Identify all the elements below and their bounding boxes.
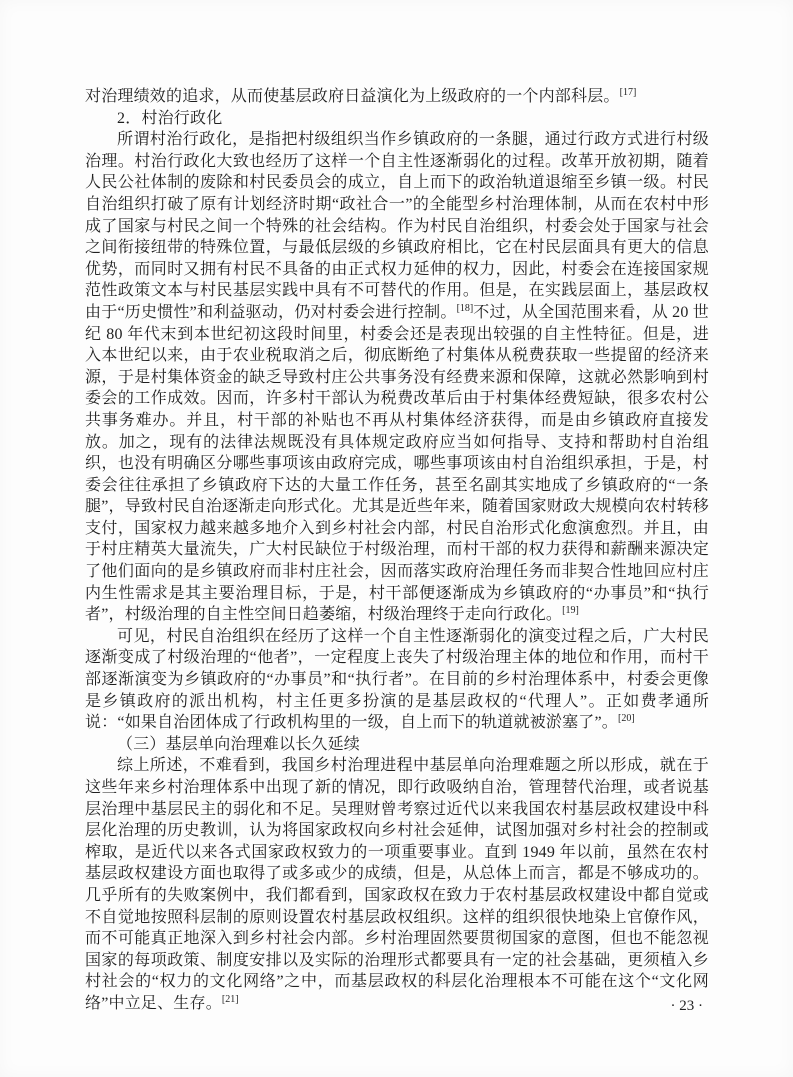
heading-village-governance-administratization	[85, 108, 709, 130]
footnote-ref: [18]	[456, 302, 474, 314]
paragraph-text: 2．村治行政化	[117, 109, 223, 127]
page-number: · 23 ·	[670, 998, 703, 1014]
paragraph-text: 可见，村民自治组织在经历了这样一个自主性逐渐弱化的演变过程之后，广大村民逐渐变成了村级治理的“他者”，一定程度上丧失了村级治理主体的地位和作用，而村干部逐渐演变为乡镇政府的“办事员”和“执行者”。在目前的乡村治理体系中，村委会更像是乡镇政府的派出机构，村主任更多扮演的是基层政权的“代理人”。正如费孝通所说：“如果自治团体成了行政机构里的一级，自上而下的轨道就被淤塞了”。	[85, 627, 709, 732]
footnote-ref: [19]	[562, 605, 579, 617]
paragraph-text: （三）基层单向治理难以长久延续	[117, 735, 361, 753]
para-continuation-ref17	[85, 86, 709, 108]
paragraph-text: 所谓村治行政化，是指把村级组织当作乡镇政府的一条腿，通过行政方式进行村级治理。村治行政化大致也经历了这样一个自主性逐渐弱化的过程。改革开放初期，随着人民公社体制的废除和村民委员会的成立，自上而下的政治轨道退缩至乡镇一级。村民自治组织打破了原有计划经济时期“政社合一”的全能型乡村治理体制，从而在农村中形成了国家与村民之间一个特殊的社会结构。作为村民自治组织，村委会处于国家与社会之间衔接纽带的特殊位置，与最低层级的乡镇政府相比，它在村民层面具有更大的信息优势，而同时又拥有村民不具备的由正式权力延伸的权力，因此，村委会在连接国家规范性政策文本与村民基层实践中具有不可替代的作用。但是，在实践层面上，基层政权由于“历史惯性”和利益驱动，仍对村委会进行控制。	[85, 131, 709, 321]
footnote-ref: [20]	[618, 713, 635, 725]
para-villagers-othering	[85, 626, 709, 734]
paragraph-text: 不过，从全国范围来看，从 20 世纪 80 年代末到本世纪初这段时间里，村委会还是表现出较强的自主性特征。但是，进入本世纪以来，由于农业税取消之后，彻底断绝了村集体从税费获取一些提留的经济来源，于是村集体资金的缺乏导致村庄公共事务没有经费来源和保障，这就必然影响到村委会的工作成效。因而，许多村干部认为税费改革后由于村集体经费短缺，很多农村公共事务难办。并且，村干部的补贴也不再从村集体经济获得，而是由乡镇政府直接发放。加之，现有的法律法规既没有具体规定政府应当如何指导、支持和帮助村自治组织，也没有明确区分哪些事项该由政府完成，哪些事项该由村自治组织承担，于是，村委会往往承担了乡镇政府下达的大量工作任务，甚至名副其实地成了乡镇政府的“一条腿”，导致村民自治逐渐走向形式化。尤其是近些年来，随着国家财政大规模向农村转移支付，国家权力越来越多地介入到乡村社会内部，村民自治形式化愈演愈烈。并且，由于村庄精英大量流失，广大村民缺位于村级治理，而村干部的权力获得和薪酬来源决定了他们面向的是乡镇政府而非村庄社会，因而落实政府治理任务而非契合性地回应村庄内生性需求是其主要治理目标，于是，村干部便逐渐成为乡镇政府的“办事员”和“执行者”，村级治理的自主性空间日趋萎缩，村级治理终于走向行政化。	[85, 303, 709, 624]
text-block	[85, 86, 709, 1015]
footnote-ref: [17]	[619, 87, 637, 98]
paragraph-text: 综上所述，不难看到，我国乡村治理进程中基层单向治理难题之所以形成，就在于这些年来乡村治理体系中出现了新的情况，即行政吸纳自治，管理替代治理，或者说基层治理中基层民主的弱化和不足。吴理财曾考察过近代以来我国农村基层政权建设中科层化治理的历史教训，认为将国家政权向乡村社会延伸，试图加强对乡村社会的控制或榨取，是近代以来各式国家政权致力的一项重要事业。直到 1949 年以前，虽然在农村基层政权建设方面也取得了或多或少的成绩，但是，从总体上而言，都是不够成功的。几乎所有的失败案例中，我们都看到，国家政权在致力于农村基层政权建设中都自觉或不自觉地按照科层制的原则设置农村基层政权组织。这样的组织很快地染上官僚作风，而不可能真正地深入到乡村社会内部。乡村治理固然要贯彻国家的意图，但也不能忽视国家的每项政策、制度安排以及实际的治理形式都要具有一定的社会基础，更须植入乡村社会的“权力的文化网络”之中，而基层政权的科层化治理根本不可能在这个“文化网络”中立足、生存。	[85, 757, 709, 1012]
footnote-ref: [21]	[221, 993, 239, 1005]
para-summary-one-way-governance	[85, 755, 709, 1014]
paragraph-text: 对治理绩效的追求，从而使基层政府日益演化为上级政府的一个内部科层。	[85, 88, 620, 105]
para-village-governance-body	[85, 129, 709, 626]
heading-section-three-one-way-governance	[85, 734, 709, 756]
